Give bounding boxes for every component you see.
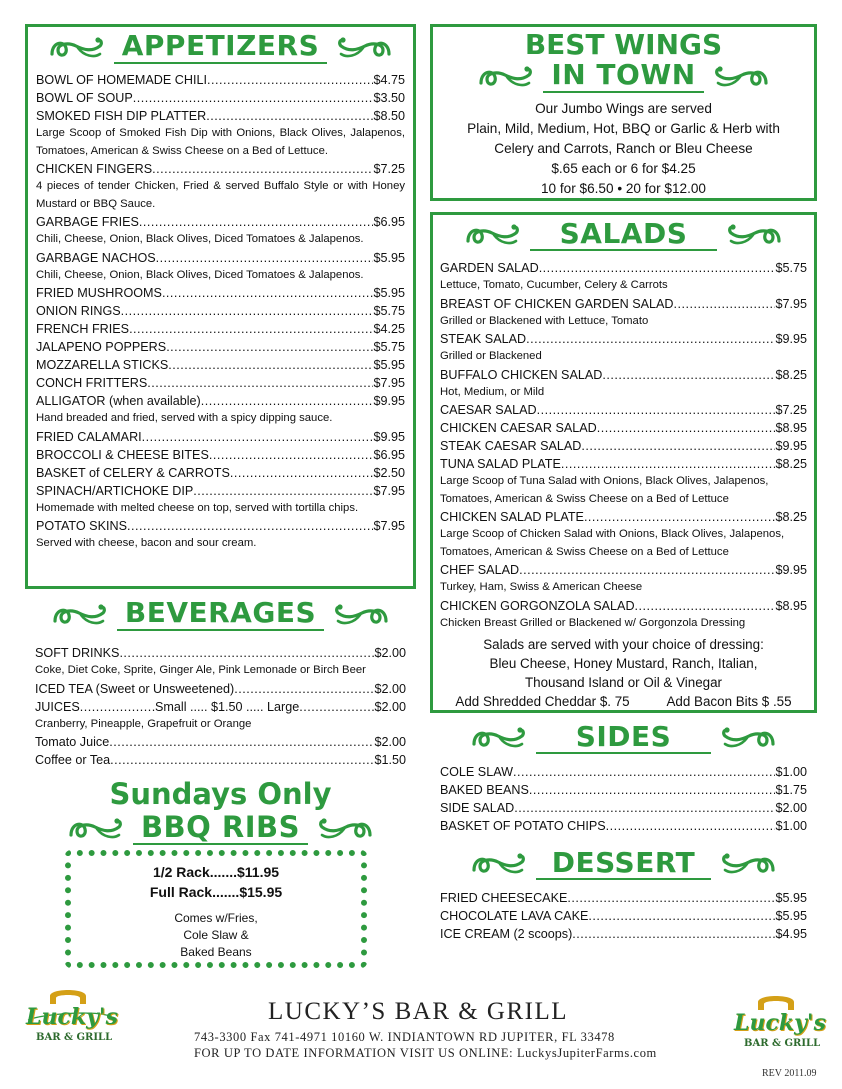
dot-leader xyxy=(537,401,776,419)
item-price: $3.50 xyxy=(373,91,405,105)
menu-item xyxy=(36,249,405,267)
menu-item xyxy=(440,330,807,348)
menu-item xyxy=(440,508,807,526)
dot-leader xyxy=(110,751,374,769)
item-name: CHICKEN CAESAR SALAD xyxy=(440,421,597,435)
item-description: Large Scoop of Smoked Fish Dip with Onions, Black Olives, Jalapenos, Tomatoes, American & Swiss Cheese on a Bed of Lettuce. xyxy=(36,127,405,157)
menu-item xyxy=(440,259,807,277)
dot-leader xyxy=(80,698,155,716)
appetizers-title: APPETIZERS xyxy=(114,31,328,64)
item-description: Large Scoop of Chicken Salad with Onions, Black Olives, Jalapenos, Tomatoes, American & Swiss Cheese on a Bed of Lettuce xyxy=(440,528,785,558)
menu-item xyxy=(440,419,807,437)
item-name: ONION RINGS xyxy=(36,304,121,318)
menu-item xyxy=(35,733,406,751)
item-name: BAKED BEANS xyxy=(440,783,529,797)
item-price: $7.25 xyxy=(373,162,405,176)
dot-leader xyxy=(581,437,775,455)
full-rack-label: Full Rack xyxy=(149,884,213,900)
dressing-line-2: Bleu Cheese, Honey Mustard, Ranch, Italian, xyxy=(489,656,758,671)
item-price: $2.00 xyxy=(374,699,406,714)
item-price: $5.75 xyxy=(775,261,807,275)
right-flourish-icon xyxy=(727,221,783,249)
dot-leader xyxy=(597,419,776,437)
appetizers-header xyxy=(28,31,413,64)
dot-leader xyxy=(567,889,775,907)
wings-title-1: BEST WINGS xyxy=(524,28,723,61)
full-rack-price: $15.95 xyxy=(239,884,283,900)
dot-leader xyxy=(299,698,374,716)
sides-section xyxy=(430,720,817,840)
item-price: $5.75 xyxy=(373,304,405,318)
dot-leader xyxy=(119,644,374,662)
item-price: $5.75 xyxy=(373,340,405,354)
menu-item xyxy=(440,597,807,615)
dessert-list xyxy=(440,889,807,943)
item-name: JALAPENO POPPERS xyxy=(36,340,167,354)
item-price: $9.95 xyxy=(775,563,807,577)
wings-line-5: 10 for $6.50 • 20 for $12.00 xyxy=(541,181,706,196)
item-price: $1.00 xyxy=(775,819,807,833)
dot-leader xyxy=(127,517,374,535)
dessert-header xyxy=(430,848,817,880)
item-price: $7.95 xyxy=(373,519,405,533)
item-name: BASKET OF POTATO CHIPS xyxy=(440,819,606,833)
dot-leader xyxy=(635,597,776,615)
addon-cheddar: Add Shredded Cheddar $. 75 xyxy=(455,694,630,709)
salads-dressing xyxy=(437,635,810,711)
item-description: Chili, Cheese, Onion, Black Olives, Diced Tomatoes & Jalapenos. xyxy=(36,233,364,245)
menu-item xyxy=(440,366,807,384)
menu-item xyxy=(440,561,807,579)
item-description: Grilled or Blackened with Lettuce, Tomato xyxy=(440,314,649,327)
menu-item xyxy=(440,401,807,419)
menu-item xyxy=(35,680,406,698)
dessert-title: DESSERT xyxy=(536,848,711,880)
item-description: Coke, Diet Coke, Sprite, Ginger Ale, Pink Lemonade or Birch Beer xyxy=(35,664,366,676)
menu-item xyxy=(36,160,405,178)
ribs-header xyxy=(25,812,416,845)
dot-leader xyxy=(206,107,373,125)
item-name: BOWL OF SOUP xyxy=(36,91,133,105)
item-price: $9.95 xyxy=(373,429,405,444)
dot-leader xyxy=(529,781,776,799)
item-description: Grilled or Blackened xyxy=(440,350,542,362)
item-name: CAESAR SALAD xyxy=(440,403,537,417)
item-price: $2.00 xyxy=(374,646,406,660)
right-flourish-icon xyxy=(721,724,777,752)
salads-section xyxy=(430,212,817,713)
half-rack-label: 1/2 Rack xyxy=(152,864,210,880)
menu-item xyxy=(36,89,405,107)
menu-item xyxy=(36,302,405,320)
item-description: 4 pieces of tender Chicken, Fried & served Buffalo Style or with Honey Mustard or BBQ Sauce. xyxy=(36,180,405,210)
item-name: Coffee or Tea xyxy=(35,753,111,767)
menu-item xyxy=(36,284,405,302)
half-rack-price: $11.95 xyxy=(237,864,280,880)
dot-leader xyxy=(109,733,374,751)
item-price: $1.75 xyxy=(775,783,807,797)
item-price: $2.00 xyxy=(775,801,807,815)
item-name: BASKET of CELERY & CARROTS xyxy=(36,465,230,480)
item-description: Large Scoop of Tuna Salad with Onions, Black Olives, Jalapenos, Tomatoes, American & Swiss Cheese on a Bed of Lettuce xyxy=(440,475,769,505)
dot-leader xyxy=(133,89,374,107)
ribs-section xyxy=(25,778,416,978)
item-price: $7.95 xyxy=(373,376,405,390)
item-name: CHOCOLATE LAVA CAKE xyxy=(440,909,589,923)
beverages-header xyxy=(25,598,416,631)
item-price: $1.50 xyxy=(374,753,406,767)
salads-list xyxy=(440,259,807,632)
wings-line-3: Celery and Carrots, Ranch or Bleu Cheese xyxy=(494,141,753,156)
dressing-line-1: Salads are served with your choice of dressing: xyxy=(483,637,764,652)
sides-list xyxy=(440,763,807,835)
item-price: $5.95 xyxy=(775,891,807,905)
left-flourish-icon xyxy=(470,850,526,878)
menu-item xyxy=(36,320,405,338)
addon-bacon: Add Bacon Bits $ .55 xyxy=(666,694,792,709)
left-flourish-icon xyxy=(51,601,107,629)
sides-header xyxy=(430,722,817,754)
dot-leader xyxy=(234,680,374,698)
menu-item xyxy=(440,295,807,313)
ribs-comes xyxy=(65,910,367,961)
left-flourish-icon xyxy=(464,221,520,249)
menu-item xyxy=(35,698,406,716)
logo-right-text: Lucky's xyxy=(734,1010,827,1036)
logo-right-sub: BAR & GRILL xyxy=(744,1038,821,1049)
item-name: ICED TEA (Sweet or Unsweetened) xyxy=(35,681,235,696)
item-name: CONCH FRITTERS xyxy=(36,376,148,390)
item-price: $8.25 xyxy=(775,510,807,524)
item-name: ICE CREAM (2 scoops) xyxy=(440,927,573,941)
dot-leader xyxy=(207,71,374,89)
menu-item xyxy=(440,907,807,925)
item-price: $7.95 xyxy=(373,483,405,498)
right-flourish-icon xyxy=(334,601,390,629)
item-name: CHICKEN SALAD PLATE xyxy=(440,510,584,524)
logo-left xyxy=(22,990,119,1054)
item-price: $9.95 xyxy=(775,439,807,453)
left-flourish-icon xyxy=(67,815,123,843)
beverages-section xyxy=(25,596,416,776)
right-flourish-icon xyxy=(721,850,777,878)
menu-item xyxy=(36,374,405,392)
item-price: $5.95 xyxy=(373,250,405,265)
item-price: $8.25 xyxy=(775,457,807,471)
menu-item xyxy=(440,437,807,455)
item-price: $5.95 xyxy=(373,358,405,372)
dot-leader xyxy=(539,259,776,277)
ribs-prices: 1/2 Rack.......$11.95 Full Rack.......$15.95 xyxy=(149,864,283,900)
item-description: Chicken Breast Grilled or Blackened w/ Gorgonzola Dressing xyxy=(440,616,746,629)
wings-title-2: IN TOWN xyxy=(543,60,703,93)
item-description: Homemade with melted cheese on top, served with tortilla chips. xyxy=(36,501,359,514)
dot-leader xyxy=(230,464,374,482)
item-price: $1.00 xyxy=(775,765,807,779)
item-description: Served with cheese, bacon and sour cream. xyxy=(36,537,257,549)
wings-line-1: Our Jumbo Wings are served xyxy=(535,101,712,116)
item-description: Hand breaded and fried, served with a spicy dipping sauce. xyxy=(36,412,333,424)
dot-leader xyxy=(519,561,775,579)
dot-leader xyxy=(561,455,776,473)
dot-leader xyxy=(147,374,373,392)
item-name: GARDEN SALAD xyxy=(440,261,539,275)
appetizers-section xyxy=(25,24,416,589)
beverages-list xyxy=(35,644,406,769)
item-description: Lettuce, Tomato, Cucumber, Celery & Carrots xyxy=(440,279,668,291)
dot-leader xyxy=(584,508,776,526)
item-name: Tomato Juice xyxy=(35,735,110,749)
item-price: $4.25 xyxy=(373,322,405,336)
dot-leader xyxy=(166,338,373,356)
menu-item xyxy=(36,356,405,374)
item-name: SPINACH/ARTICHOKE DIP xyxy=(36,483,194,498)
item-price: $8.50 xyxy=(373,109,405,123)
item-name: JUICES xyxy=(35,699,80,714)
item-price: $4.75 xyxy=(373,73,405,87)
dot-leader xyxy=(209,446,374,464)
dessert-section xyxy=(430,846,817,946)
footer-contact: 743-3300 Fax 741-4971 10160 W. INDIANTOWN RD JUPITER, FL 33478 xyxy=(194,1030,615,1044)
menu-item xyxy=(440,817,807,835)
dot-leader xyxy=(121,302,374,320)
sides-title: SIDES xyxy=(536,722,712,754)
menu-item xyxy=(440,925,807,943)
logo-left-text: Lucky's xyxy=(26,1004,119,1030)
item-name: FRIED MUSHROOMS xyxy=(36,286,162,300)
item-price: $8.95 xyxy=(775,598,807,613)
dot-leader xyxy=(606,817,776,835)
item-price: $2.00 xyxy=(374,735,406,749)
menu-item xyxy=(36,428,405,446)
menu-item xyxy=(36,392,405,410)
item-name: FRENCH FRIES xyxy=(36,322,130,336)
item-name: BOWL OF HOMEMADE CHILI xyxy=(36,73,207,87)
item-name: SIDE SALAD xyxy=(440,801,515,815)
dot-leader xyxy=(193,482,373,500)
logo-right xyxy=(730,996,827,1060)
item-price: $5.95 xyxy=(775,909,807,923)
item-name: BUFFALO CHICKEN SALAD xyxy=(440,367,603,382)
right-flourish-icon xyxy=(337,34,393,62)
item-price: $4.95 xyxy=(775,927,807,941)
item-price: $6.95 xyxy=(373,215,405,229)
ribs-comes-3: Baked Beans xyxy=(180,945,252,959)
item-size-options: Small ..... $1.50 ..... Large xyxy=(155,699,300,714)
item-name: STEAK SALAD xyxy=(440,332,527,346)
dot-leader xyxy=(139,213,374,231)
item-name: BROCCOLI & CHEESE BITES xyxy=(36,447,209,462)
menu-item xyxy=(35,751,406,769)
salads-title: SALADS xyxy=(530,219,718,251)
item-price: $8.95 xyxy=(775,421,807,435)
menu-item xyxy=(36,446,405,464)
item-price: $9.95 xyxy=(373,394,405,408)
dot-leader xyxy=(152,160,373,178)
item-description: Turkey, Ham, Swiss & American Cheese xyxy=(440,581,643,593)
wings-description xyxy=(437,99,810,199)
item-description: Hot, Medium, or Mild xyxy=(440,385,545,398)
item-price: $2.00 xyxy=(374,681,406,696)
item-name: MOZZARELLA STICKS xyxy=(36,358,169,372)
dot-leader xyxy=(526,330,775,348)
item-price: $7.95 xyxy=(775,296,807,311)
dot-leader xyxy=(674,295,776,313)
menu-item xyxy=(35,644,406,662)
salad-addons xyxy=(437,692,810,711)
item-name: CHICKEN GORGONZOLA SALAD xyxy=(440,598,635,613)
item-name: TUNA SALAD PLATE xyxy=(440,457,561,471)
restaurant-name: LUCKY’S BAR & GRILL xyxy=(268,998,569,1025)
menu-item xyxy=(36,482,405,500)
item-name: SMOKED FISH DIP PLATTER xyxy=(36,109,207,123)
item-description: Cranberry, Pineapple, Grapefruit or Orange xyxy=(35,717,252,730)
item-price: $7.25 xyxy=(775,403,807,417)
dot-leader xyxy=(514,799,775,817)
dot-leader xyxy=(513,763,775,781)
item-price: $8.25 xyxy=(775,367,807,382)
logo-left-sub: BAR & GRILL xyxy=(36,1032,113,1043)
beverages-title: BEVERAGES xyxy=(117,598,324,631)
dot-leader xyxy=(168,356,373,374)
footer-website: FOR UP TO DATE INFORMATION VISIT US ONLINE: LuckysJupiterFarms.com xyxy=(194,1046,657,1060)
wings-section xyxy=(430,24,817,201)
dot-leader xyxy=(201,392,374,410)
dot-leader xyxy=(588,907,775,925)
item-name: FRIED CALAMARI xyxy=(36,429,142,444)
menu-item xyxy=(36,338,405,356)
menu-item xyxy=(440,889,807,907)
menu-item xyxy=(440,781,807,799)
item-name: BREAST OF CHICKEN GARDEN SALAD xyxy=(440,296,674,311)
wings-line-2: Plain, Mild, Medium, Hot, BBQ or Garlic & Herb with xyxy=(467,121,780,136)
right-flourish-icon xyxy=(318,815,374,843)
left-flourish-icon xyxy=(470,724,526,752)
menu-item xyxy=(36,464,405,482)
right-flourish-icon xyxy=(714,63,770,91)
revision: REV 2011.09 xyxy=(762,1068,817,1079)
dressing-line-3: Thousand Island or Oil & Vinegar xyxy=(524,675,722,690)
item-name: GARBAGE NACHOS xyxy=(36,250,156,265)
item-name: CHICKEN FINGERS xyxy=(36,162,153,176)
item-name: POTATO SKINS xyxy=(36,519,127,533)
item-name: SOFT DRINKS xyxy=(35,646,120,660)
item-price: $9.95 xyxy=(775,332,807,346)
menu-item xyxy=(36,213,405,231)
item-price: $6.95 xyxy=(373,447,405,462)
ribs-comes-2: Cole Slaw & xyxy=(183,928,249,942)
salads-header xyxy=(433,219,814,251)
menu-item xyxy=(440,455,807,473)
dot-leader xyxy=(129,320,373,338)
menu-item xyxy=(36,517,405,535)
wings-line-4: $.65 each or 6 for $4.25 xyxy=(551,161,696,176)
ribs-comes-1: Comes w/Fries, xyxy=(174,911,258,925)
menu-item xyxy=(440,799,807,817)
dot-leader xyxy=(572,925,775,943)
item-name: COLE SLAW xyxy=(440,765,514,779)
menu-item xyxy=(36,107,405,125)
ribs-line1: Sundays Only xyxy=(109,777,332,811)
item-name: GARBAGE FRIES xyxy=(36,215,139,229)
menu-item xyxy=(440,763,807,781)
item-name: CHEF SALAD xyxy=(440,563,520,577)
dot-leader xyxy=(602,366,775,384)
item-price: $2.50 xyxy=(373,465,405,480)
menu-item xyxy=(36,71,405,89)
item-price: $5.95 xyxy=(373,286,405,300)
item-name: STEAK CAESAR SALAD xyxy=(440,439,582,453)
dot-leader xyxy=(142,428,374,446)
dot-leader xyxy=(162,284,374,302)
item-name: ALLIGATOR (when available) xyxy=(36,394,201,408)
appetizers-list xyxy=(36,71,405,553)
ribs-line2: BBQ RIBS xyxy=(133,812,308,845)
left-flourish-icon xyxy=(48,34,104,62)
left-flourish-icon xyxy=(477,63,533,91)
dot-leader xyxy=(156,249,374,267)
item-description: Chili, Cheese, Onion, Black Olives, Diced Tomatoes & Jalapenos. xyxy=(36,268,364,281)
wings-header xyxy=(433,60,814,93)
item-name: FRIED CHEESECAKE xyxy=(440,891,568,905)
